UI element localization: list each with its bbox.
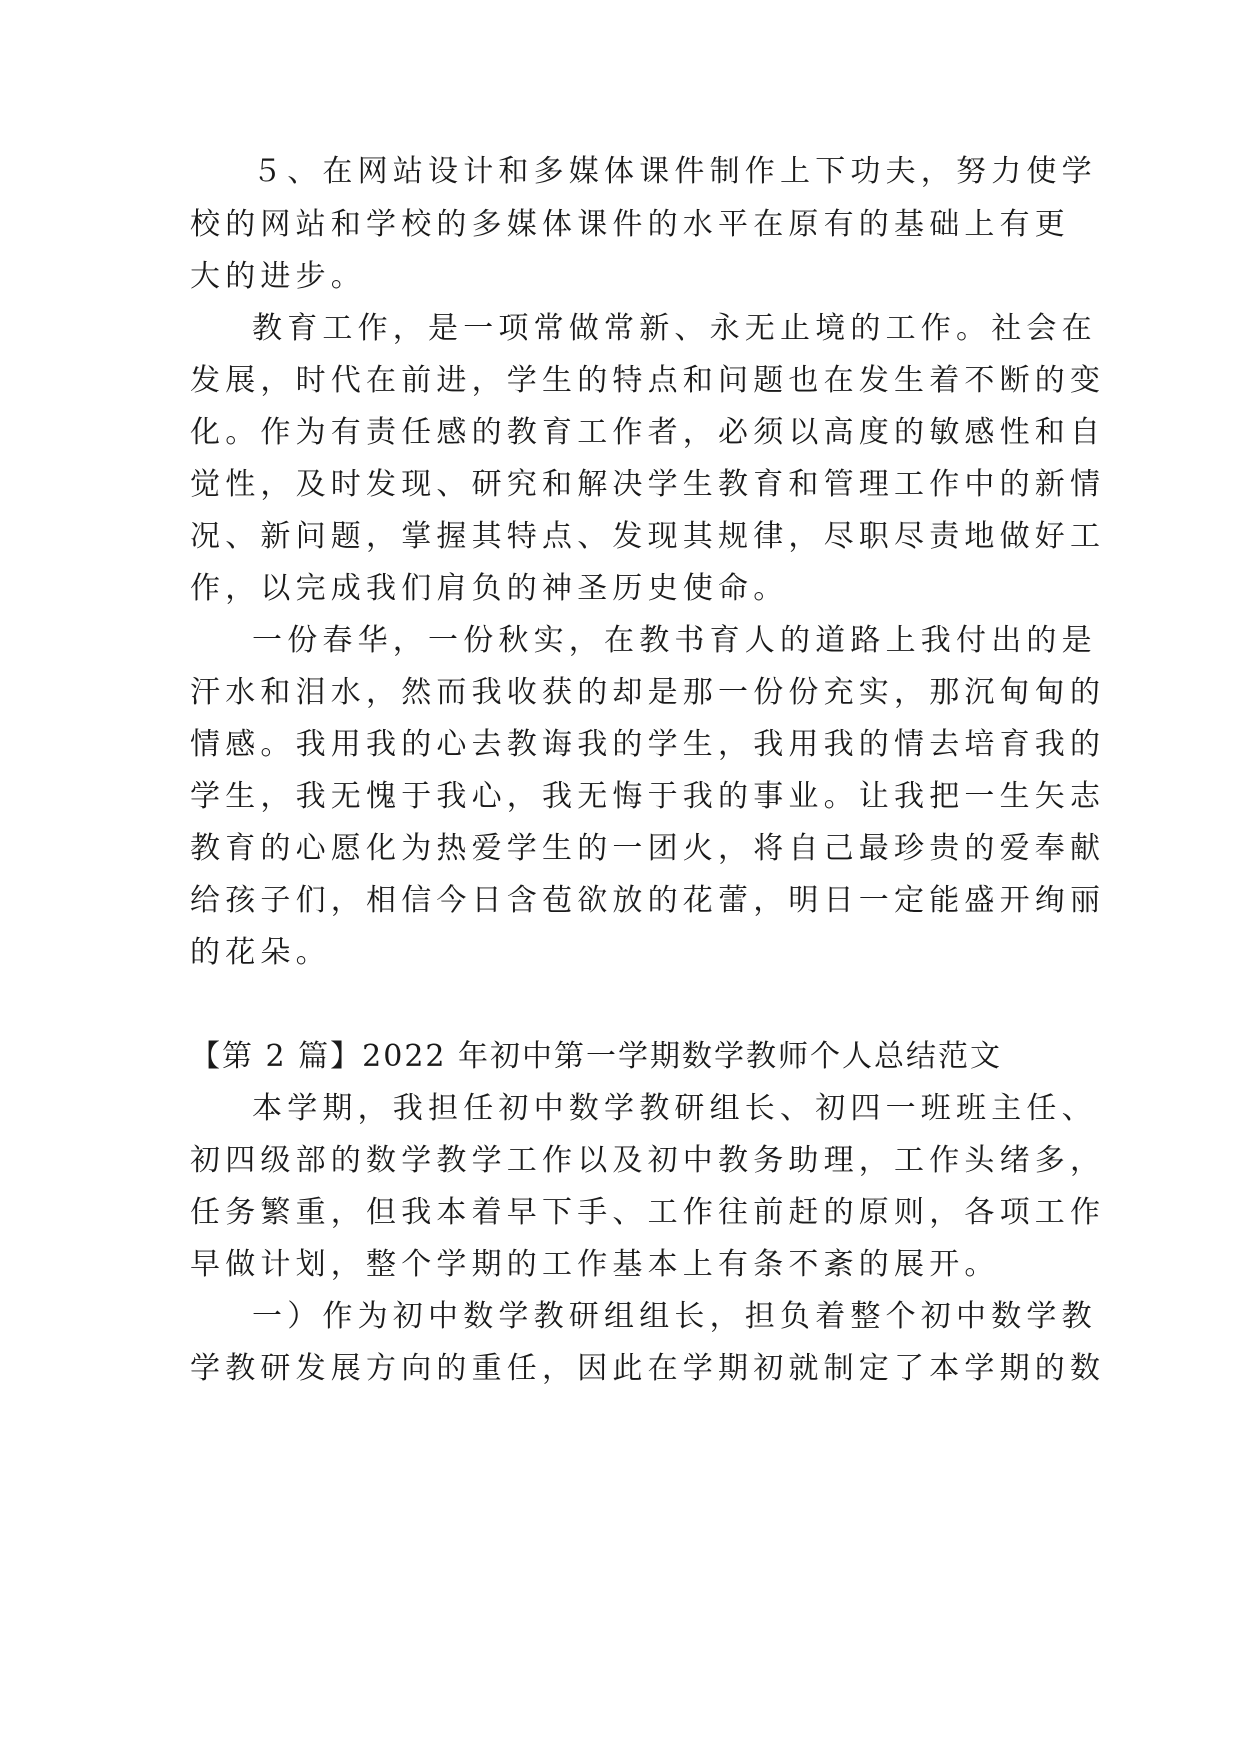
section-paragraph-1-line-3: 任务繁重，但我本着早下手、工作往前赶的原则，各项工作 (190, 1195, 1106, 1230)
paragraph-1-line-1: ５、在网站设计和多媒体课件制作上下功夫，努力使学 (252, 154, 1097, 189)
section-paragraph-1-line-2: 初四级部的数学教学工作以及初中教务助理，工作头绪多， (190, 1143, 1106, 1178)
paragraph-2-line-4: 觉性，及时发现、研究和解决学生教育和管理工作中的新情 (190, 467, 1106, 502)
section-paragraph-2-line-2: 学教研发展方向的重任，因此在学期初就制定了本学期的数 (190, 1351, 1106, 1386)
paragraph-2-line-6: 作，以完成我们肩负的神圣历史使命。 (190, 571, 789, 606)
section-paragraph-1-line-4: 早做计划，整个学期的工作基本上有条不紊的展开。 (190, 1247, 1000, 1282)
paragraph-3-line-2: 汗水和泪水，然而我收获的却是那一份份充实，那沉甸甸的 (190, 675, 1106, 710)
paragraph-2-line-3: 化。作为有责任感的教育工作者，必须以高度的敏感性和自 (190, 415, 1106, 450)
paragraph-2-line-5: 况、新问题，掌握其特点、发现其规律，尽职尽责地做好工 (190, 519, 1106, 554)
paragraph-3-line-4: 学生，我无愧于我心，我无悔于我的事业。让我把一生矢志 (190, 779, 1106, 814)
paragraph-3-line-3: 情感。我用我的心去教诲我的学生，我用我的情去培育我的 (190, 727, 1106, 762)
paragraph-3-line-7: 的花朵。 (190, 935, 331, 970)
paragraph-3-line-1: 一份春华，一份秋实，在教书育人的道路上我付出的是 (252, 623, 1097, 658)
paragraph-2-line-1: 教育工作，是一项常做常新、永无止境的工作。社会在 (252, 311, 1097, 346)
section-heading: 【第 2 篇】2022 年初中第一学期数学教师个人总结范文 (190, 1039, 1003, 1074)
paragraph-1-line-3: 大的进步。 (190, 259, 366, 294)
paragraph-2-line-2: 发展，时代在前进，学生的特点和问题也在发生着不断的变 (190, 363, 1106, 398)
paragraph-3-line-6: 给孩子们，相信今日含苞欲放的花蕾，明日一定能盛开绚丽 (190, 883, 1106, 918)
section-paragraph-1-line-1: 本学期，我担任初中数学教研组长、初四一班班主任、 (252, 1091, 1097, 1126)
section-paragraph-2-line-1: 一）作为初中数学教研组组长，担负着整个初中数学教 (252, 1299, 1097, 1334)
paragraph-1-line-2: 校的网站和学校的多媒体课件的水平在原有的基础上有更 (190, 207, 1070, 242)
paragraph-3-line-5: 教育的心愿化为热爱学生的一团火，将自己最珍贵的爱奉献 (190, 831, 1106, 866)
